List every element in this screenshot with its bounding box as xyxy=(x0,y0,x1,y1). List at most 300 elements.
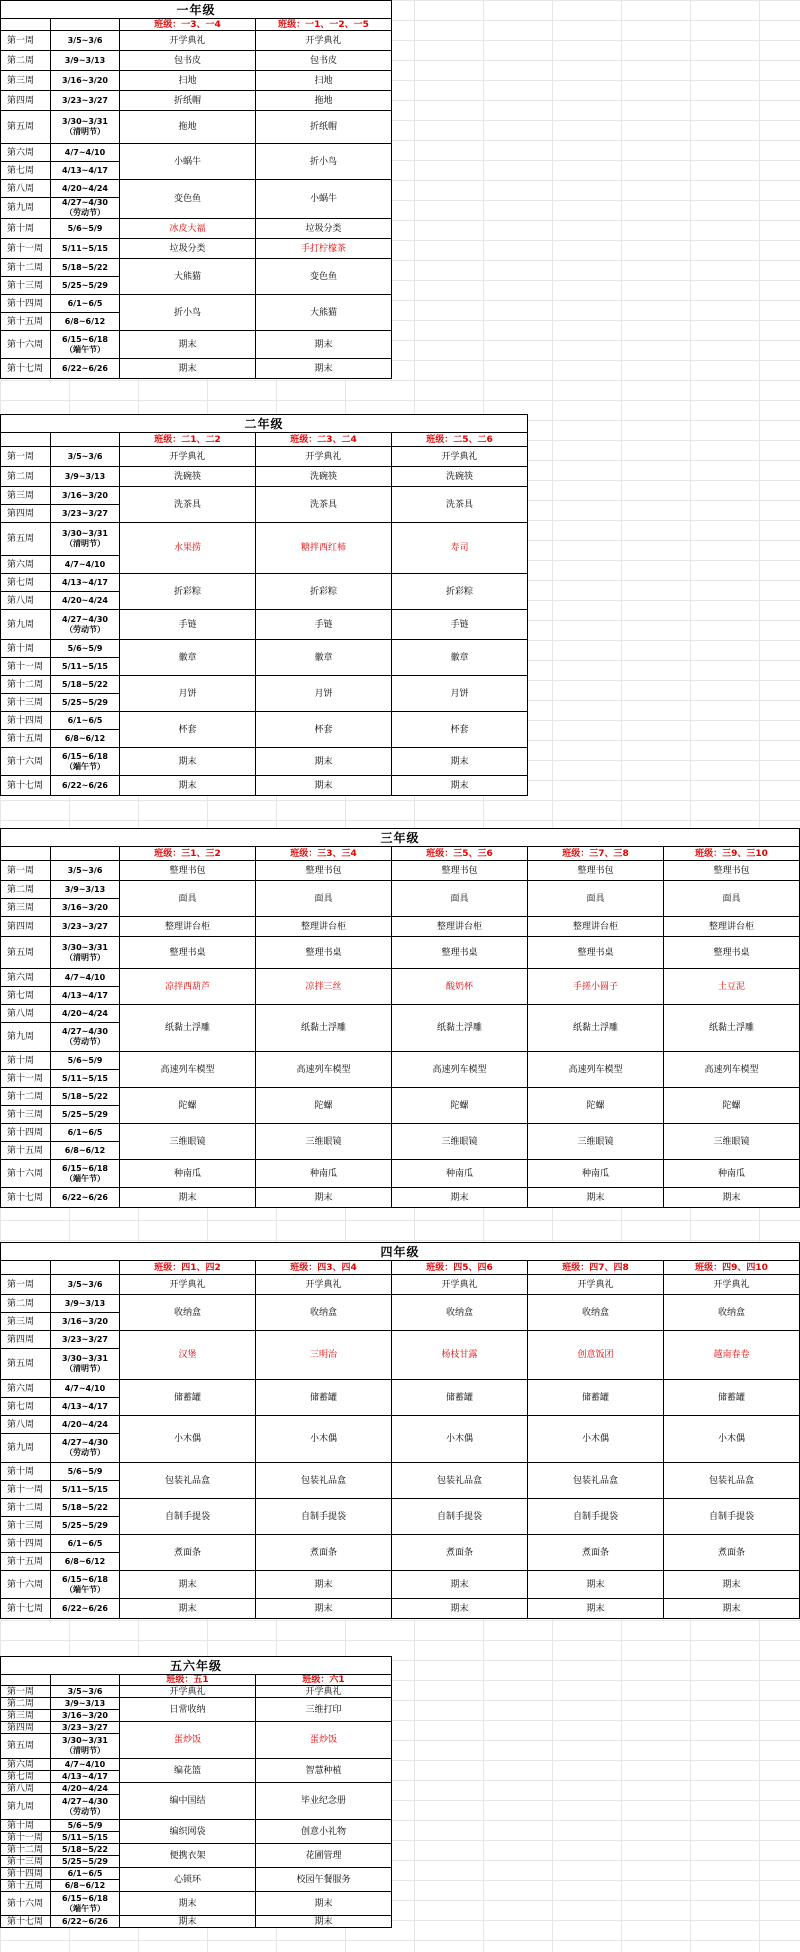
date-range: 4/7~4/10 xyxy=(64,147,106,157)
date-cell xyxy=(51,1160,120,1188)
activity-cell: 整理书桌 xyxy=(664,937,800,969)
activity-cell: 陀螺 xyxy=(120,1088,256,1124)
activity-cell: 校园午餐服务 xyxy=(256,1868,392,1892)
date-range: 5/11~5/15 xyxy=(62,661,108,671)
table-row xyxy=(1,574,528,592)
table-row xyxy=(1,1759,392,1771)
date-cell xyxy=(51,1832,120,1844)
activity-cell: 垃圾分类 xyxy=(256,219,392,239)
activity-cell: 期末 xyxy=(528,1188,664,1208)
activity-cell: 期末 xyxy=(256,1916,392,1928)
activity-cell: 冰皮大福 xyxy=(120,219,256,239)
week-cell: 第七周 xyxy=(1,1771,51,1783)
date-cell xyxy=(51,1599,120,1619)
activity-cell: 种南瓜 xyxy=(664,1160,800,1188)
week-cell: 第二周 xyxy=(1,467,51,487)
date-range: 5/18~5/22 xyxy=(62,1844,108,1854)
activity-cell: 面具 xyxy=(528,881,664,917)
date-range: 5/18~5/22 xyxy=(62,679,108,689)
table-row xyxy=(1,1052,800,1070)
table-row xyxy=(1,1892,392,1916)
date-cell xyxy=(51,1722,120,1734)
week-cell: 第二周 xyxy=(1,881,51,899)
date-range: 4/20~4/24 xyxy=(62,1783,108,1793)
week-cell: 第八周 xyxy=(1,180,51,198)
date-cell xyxy=(51,1070,120,1088)
table-row xyxy=(1,219,392,239)
date-cell xyxy=(51,937,120,969)
week-cell: 第十四周 xyxy=(1,295,51,313)
date-cell xyxy=(51,1142,120,1160)
activity-cell: 开学典礼 xyxy=(664,1275,800,1295)
date-range: 4/27~4/30 xyxy=(62,1797,108,1806)
date-cell xyxy=(51,694,120,712)
activity-cell: 三明治 xyxy=(256,1331,392,1380)
table-row xyxy=(1,51,392,71)
week-cell: 第一周 xyxy=(1,861,51,881)
activity-cell: 期末 xyxy=(120,1599,256,1619)
date-cell xyxy=(51,1844,120,1856)
date-cell xyxy=(51,1295,120,1313)
date-cell xyxy=(51,239,120,259)
date-range: 5/25~5/29 xyxy=(62,697,108,707)
date-cell xyxy=(51,1275,120,1295)
grade-title: 五六年级 xyxy=(1,1657,392,1675)
date-range: 5/6~5/9 xyxy=(67,1055,103,1065)
table-row xyxy=(1,447,528,467)
blank-header-cell xyxy=(51,1675,120,1686)
date-cell xyxy=(51,1880,120,1892)
class-header: 班级：六1 xyxy=(256,1675,392,1686)
date-cell xyxy=(51,676,120,694)
class-header: 班级：三7、三8 xyxy=(528,847,664,861)
table-row xyxy=(1,1088,800,1106)
activity-cell: 期末 xyxy=(256,1892,392,1916)
activity-cell: 储蓄罐 xyxy=(392,1380,528,1416)
week-cell: 第五周 xyxy=(1,523,51,556)
activity-cell: 开学典礼 xyxy=(256,31,392,51)
date-cell xyxy=(51,1698,120,1710)
activity-cell: 创意小礼物 xyxy=(256,1820,392,1844)
week-cell: 第十四周 xyxy=(1,1124,51,1142)
date-cell xyxy=(51,31,120,51)
table-row xyxy=(1,1005,800,1023)
activity-cell: 期末 xyxy=(256,1188,392,1208)
blank-header-cell xyxy=(1,1675,51,1686)
activity-cell: 期末 xyxy=(120,1571,256,1599)
class-header: 班级：一1、一2、一5 xyxy=(256,19,392,31)
activity-cell: 编织网袋 xyxy=(120,1820,256,1844)
week-cell: 第十一周 xyxy=(1,658,51,676)
table-row xyxy=(1,467,528,487)
blank-header-cell xyxy=(51,433,120,447)
activity-cell: 洗碗筷 xyxy=(392,467,528,487)
date-cell xyxy=(51,1759,120,1771)
activity-cell: 折彩粽 xyxy=(120,574,256,610)
grade-title: 三年级 xyxy=(1,829,800,847)
activity-cell: 整理讲台柜 xyxy=(392,917,528,937)
activity-cell: 包书皮 xyxy=(120,51,256,71)
activity-cell: 煮面条 xyxy=(664,1535,800,1571)
class-header: 班级：四7、四8 xyxy=(528,1261,664,1275)
activity-cell: 开学典礼 xyxy=(120,1686,256,1698)
week-cell: 第十二周 xyxy=(1,1088,51,1106)
activity-cell: 陀螺 xyxy=(256,1088,392,1124)
holiday-label: （端午节） xyxy=(65,761,105,771)
activity-cell: 包装礼品盒 xyxy=(256,1463,392,1499)
activity-cell: 小木偶 xyxy=(528,1416,664,1463)
activity-cell: 三维眼镜 xyxy=(256,1124,392,1160)
table-row xyxy=(1,1188,800,1208)
class-header: 班级：三3、三4 xyxy=(256,847,392,861)
activity-cell: 三维眼镜 xyxy=(392,1124,528,1160)
table-row xyxy=(1,1535,800,1553)
date-range: 4/13~4/17 xyxy=(62,1771,108,1781)
activity-cell: 高速列车模型 xyxy=(120,1052,256,1088)
activity-cell: 手打柠檬茶 xyxy=(256,239,392,259)
date-cell xyxy=(51,987,120,1005)
activity-cell: 扫地 xyxy=(256,71,392,91)
table-row xyxy=(1,523,528,556)
blank-header-cell xyxy=(1,1261,51,1275)
table-row xyxy=(1,180,392,198)
activity-cell: 期末 xyxy=(120,1916,256,1928)
week-cell: 第十七周 xyxy=(1,1188,51,1208)
date-cell xyxy=(51,1686,120,1698)
date-range: 6/15~6/18 xyxy=(62,1163,108,1173)
table-row xyxy=(1,969,800,987)
table-row xyxy=(1,31,392,51)
activity-cell: 整理书桌 xyxy=(392,937,528,969)
activity-cell: 心锁环 xyxy=(120,1868,256,1892)
activity-cell: 汉堡 xyxy=(120,1331,256,1380)
date-range: 5/11~5/15 xyxy=(62,1484,108,1494)
week-cell: 第六周 xyxy=(1,556,51,574)
activity-cell: 纸黏土浮雕 xyxy=(664,1005,800,1052)
activity-cell: 凉拌三丝 xyxy=(256,969,392,1005)
holiday-label: （端午节） xyxy=(65,1584,105,1594)
week-cell: 第九周 xyxy=(1,1795,51,1820)
activity-cell: 创意饭团 xyxy=(528,1331,664,1380)
week-cell: 第十周 xyxy=(1,219,51,239)
date-cell xyxy=(51,1481,120,1499)
date-range: 6/15~6/18 xyxy=(62,334,108,344)
activity-cell: 期末 xyxy=(256,1599,392,1619)
date-range: 3/16~3/20 xyxy=(62,490,108,500)
activity-cell: 自制手提袋 xyxy=(664,1499,800,1535)
week-cell: 第十七周 xyxy=(1,1916,51,1928)
week-cell: 第七周 xyxy=(1,987,51,1005)
date-cell xyxy=(51,1434,120,1463)
date-cell xyxy=(51,1349,120,1380)
class-header: 班级：一3、一4 xyxy=(120,19,256,31)
activity-cell: 面具 xyxy=(256,881,392,917)
table-row xyxy=(1,359,392,379)
table-row xyxy=(1,1868,392,1880)
week-cell: 第十七周 xyxy=(1,1599,51,1619)
activity-cell: 整理书包 xyxy=(256,861,392,881)
activity-cell: 期末 xyxy=(120,1892,256,1916)
activity-cell: 高速列车模型 xyxy=(664,1052,800,1088)
activity-cell: 洗茶具 xyxy=(392,487,528,523)
date-cell xyxy=(51,658,120,676)
date-range: 6/22~6/26 xyxy=(62,1192,108,1202)
table-row xyxy=(1,1416,800,1434)
week-cell: 第九周 xyxy=(1,610,51,640)
week-cell: 第四周 xyxy=(1,1722,51,1734)
week-cell: 第十六周 xyxy=(1,1160,51,1188)
activity-cell: 洗碗筷 xyxy=(120,467,256,487)
activity-cell: 开学典礼 xyxy=(392,1275,528,1295)
date-range: 5/6~5/9 xyxy=(67,223,103,233)
week-cell: 第十三周 xyxy=(1,1517,51,1535)
activity-cell: 收纳盒 xyxy=(664,1295,800,1331)
grade-title: 二年级 xyxy=(1,415,528,433)
date-cell xyxy=(51,899,120,917)
date-range: 6/15~6/18 xyxy=(62,751,108,761)
activity-cell: 高速列车模型 xyxy=(256,1052,392,1088)
date-cell xyxy=(51,1023,120,1052)
date-range: 3/16~3/20 xyxy=(62,902,108,912)
week-cell: 第十二周 xyxy=(1,259,51,277)
activity-cell: 大熊猫 xyxy=(256,295,392,331)
table-row xyxy=(1,676,528,694)
date-cell xyxy=(51,730,120,748)
week-cell: 第六周 xyxy=(1,1759,51,1771)
date-cell xyxy=(51,71,120,91)
activity-cell: 期末 xyxy=(120,748,256,776)
grade-title: 四年级 xyxy=(1,1243,800,1261)
grade-table-1 xyxy=(0,0,392,379)
activity-cell: 开学典礼 xyxy=(120,31,256,51)
week-cell: 第十六周 xyxy=(1,748,51,776)
week-cell: 第八周 xyxy=(1,1416,51,1434)
activity-cell: 三维眼镜 xyxy=(120,1124,256,1160)
activity-cell: 编花篮 xyxy=(120,1759,256,1783)
date-cell xyxy=(51,1553,120,1571)
activity-cell: 收纳盒 xyxy=(392,1295,528,1331)
date-cell xyxy=(51,1517,120,1535)
date-range: 4/13~4/17 xyxy=(62,990,108,1000)
activity-cell: 整理讲台柜 xyxy=(528,917,664,937)
activity-cell: 杨枝甘露 xyxy=(392,1331,528,1380)
date-cell xyxy=(51,640,120,658)
class-header: 班级：四3、四4 xyxy=(256,1261,392,1275)
date-cell xyxy=(51,447,120,467)
activity-cell: 纸黏土浮雕 xyxy=(392,1005,528,1052)
week-cell: 第四周 xyxy=(1,91,51,111)
week-cell: 第十四周 xyxy=(1,1535,51,1553)
holiday-label: （端午节） xyxy=(65,1173,105,1183)
activity-cell: 期末 xyxy=(392,1599,528,1619)
activity-cell: 杯套 xyxy=(392,712,528,748)
holiday-label: （劳动节） xyxy=(65,208,105,217)
table-row xyxy=(1,1698,392,1710)
activity-cell: 收纳盒 xyxy=(256,1295,392,1331)
table-row xyxy=(1,1686,392,1698)
date-cell xyxy=(51,1124,120,1142)
holiday-label: （清明节） xyxy=(65,1364,105,1373)
activity-cell: 煮面条 xyxy=(256,1535,392,1571)
class-header: 班级：三1、三2 xyxy=(120,847,256,861)
activity-cell: 洗茶具 xyxy=(120,487,256,523)
week-cell: 第一周 xyxy=(1,447,51,467)
date-cell xyxy=(51,969,120,987)
activity-cell: 自制手提袋 xyxy=(528,1499,664,1535)
class-header: 班级：四5、四6 xyxy=(392,1261,528,1275)
activity-cell: 自制手提袋 xyxy=(120,1499,256,1535)
blank-header-cell xyxy=(1,433,51,447)
week-cell: 第二周 xyxy=(1,1295,51,1313)
week-cell: 第十七周 xyxy=(1,359,51,379)
holiday-label: （清明节） xyxy=(65,1746,105,1755)
date-range: 3/30~3/31 xyxy=(62,529,108,538)
activity-cell: 煮面条 xyxy=(392,1535,528,1571)
date-cell xyxy=(51,1916,120,1928)
activity-cell: 糖拌西红柿 xyxy=(256,523,392,574)
date-range: 4/20~4/24 xyxy=(62,1008,108,1018)
week-cell: 第十二周 xyxy=(1,676,51,694)
date-cell xyxy=(51,487,120,505)
activity-cell: 整理书桌 xyxy=(256,937,392,969)
week-cell: 第十三周 xyxy=(1,1856,51,1868)
activity-cell: 杯套 xyxy=(256,712,392,748)
table-row xyxy=(1,144,392,162)
table-row xyxy=(1,1722,392,1734)
activity-cell: 期末 xyxy=(256,748,392,776)
week-cell: 第七周 xyxy=(1,1398,51,1416)
activity-cell: 洗碗筷 xyxy=(256,467,392,487)
week-cell: 第三周 xyxy=(1,487,51,505)
activity-cell: 手链 xyxy=(256,610,392,640)
table-row xyxy=(1,881,800,899)
date-range: 3/23~3/27 xyxy=(62,95,108,105)
week-cell: 第五周 xyxy=(1,1349,51,1380)
date-cell xyxy=(51,1188,120,1208)
date-range: 6/1~6/5 xyxy=(67,1127,103,1137)
holiday-label: （劳动节） xyxy=(65,1807,105,1816)
activity-cell: 折彩粽 xyxy=(256,574,392,610)
week-cell: 第十周 xyxy=(1,1820,51,1832)
table-row xyxy=(1,1499,800,1517)
date-range: 4/13~4/17 xyxy=(62,165,108,175)
grade-table-3 xyxy=(0,828,800,1208)
date-range: 5/6~5/9 xyxy=(67,643,103,653)
date-cell xyxy=(51,881,120,899)
date-cell xyxy=(51,523,120,556)
activity-cell: 酸奶杯 xyxy=(392,969,528,1005)
activity-cell: 期末 xyxy=(664,1188,800,1208)
week-cell: 第十周 xyxy=(1,1052,51,1070)
date-cell xyxy=(51,144,120,162)
date-range: 4/27~4/30 xyxy=(62,614,108,624)
grade-table-2 xyxy=(0,414,528,796)
activity-cell: 期末 xyxy=(528,1571,664,1599)
week-cell: 第十五周 xyxy=(1,313,51,331)
activity-cell: 期末 xyxy=(120,1188,256,1208)
holiday-label: （清明节） xyxy=(65,539,105,548)
date-range: 6/22~6/26 xyxy=(62,780,108,790)
date-range: 3/23~3/27 xyxy=(62,1334,108,1344)
week-cell: 第七周 xyxy=(1,574,51,592)
date-range: 6/8~6/12 xyxy=(64,316,106,326)
date-cell xyxy=(51,1313,120,1331)
date-cell xyxy=(51,1005,120,1023)
activity-cell: 整理书包 xyxy=(120,861,256,881)
date-range: 3/30~3/31 xyxy=(62,1354,108,1363)
week-cell: 第六周 xyxy=(1,144,51,162)
activity-cell: 寿司 xyxy=(392,523,528,574)
activity-cell: 小蜗牛 xyxy=(120,144,256,180)
activity-cell: 包书皮 xyxy=(256,51,392,71)
date-range: 3/5~3/6 xyxy=(67,1279,103,1289)
week-cell: 第十六周 xyxy=(1,1892,51,1916)
activity-cell: 开学典礼 xyxy=(528,1275,664,1295)
activity-cell: 自制手提袋 xyxy=(256,1499,392,1535)
date-range: 3/5~3/6 xyxy=(67,1686,103,1696)
week-cell: 第十二周 xyxy=(1,1844,51,1856)
date-cell xyxy=(51,467,120,487)
activity-cell: 折彩粽 xyxy=(392,574,528,610)
activity-cell: 面具 xyxy=(120,881,256,917)
date-cell xyxy=(51,259,120,277)
activity-cell: 包装礼品盒 xyxy=(528,1463,664,1499)
holiday-label: （清明节） xyxy=(65,952,105,962)
date-cell xyxy=(51,331,120,359)
activity-cell: 期末 xyxy=(120,359,256,379)
date-range: 6/22~6/26 xyxy=(62,1603,108,1613)
table-row xyxy=(1,917,800,937)
week-cell: 第八周 xyxy=(1,1783,51,1795)
week-cell: 第四周 xyxy=(1,505,51,523)
date-range: 5/11~5/15 xyxy=(62,1832,108,1842)
activity-cell: 月饼 xyxy=(392,676,528,712)
date-range: 5/11~5/15 xyxy=(62,243,108,253)
activity-cell: 开学典礼 xyxy=(256,447,392,467)
date-range: 6/8~6/12 xyxy=(64,1145,106,1155)
activity-cell: 折小鸟 xyxy=(256,144,392,180)
table-row xyxy=(1,1916,392,1928)
week-cell: 第三周 xyxy=(1,1710,51,1722)
activity-cell: 储蓄罐 xyxy=(120,1380,256,1416)
date-cell xyxy=(51,505,120,523)
activity-cell: 杯套 xyxy=(120,712,256,748)
date-range: 3/9~3/13 xyxy=(64,471,106,481)
date-range: 4/13~4/17 xyxy=(62,577,108,587)
date-range: 4/20~4/24 xyxy=(62,183,108,193)
activity-cell: 期末 xyxy=(392,1571,528,1599)
week-cell: 第十五周 xyxy=(1,1553,51,1571)
class-header: 班级：四9、四10 xyxy=(664,1261,800,1275)
week-cell: 第一周 xyxy=(1,31,51,51)
week-cell: 第四周 xyxy=(1,917,51,937)
date-cell xyxy=(51,295,120,313)
date-range: 5/18~5/22 xyxy=(62,1091,108,1101)
table-row xyxy=(1,1844,392,1856)
table-row xyxy=(1,1295,800,1313)
activity-cell: 面具 xyxy=(392,881,528,917)
activity-cell: 期末 xyxy=(120,331,256,359)
table-row xyxy=(1,71,392,91)
activity-cell: 期末 xyxy=(120,776,256,796)
date-range: 3/9~3/13 xyxy=(64,1298,106,1308)
activity-cell: 煮面条 xyxy=(528,1535,664,1571)
date-cell xyxy=(51,51,120,71)
activity-cell: 种南瓜 xyxy=(256,1160,392,1188)
date-cell xyxy=(51,359,120,379)
date-range: 6/15~6/18 xyxy=(62,1574,108,1584)
activity-cell: 花圃管理 xyxy=(256,1844,392,1868)
